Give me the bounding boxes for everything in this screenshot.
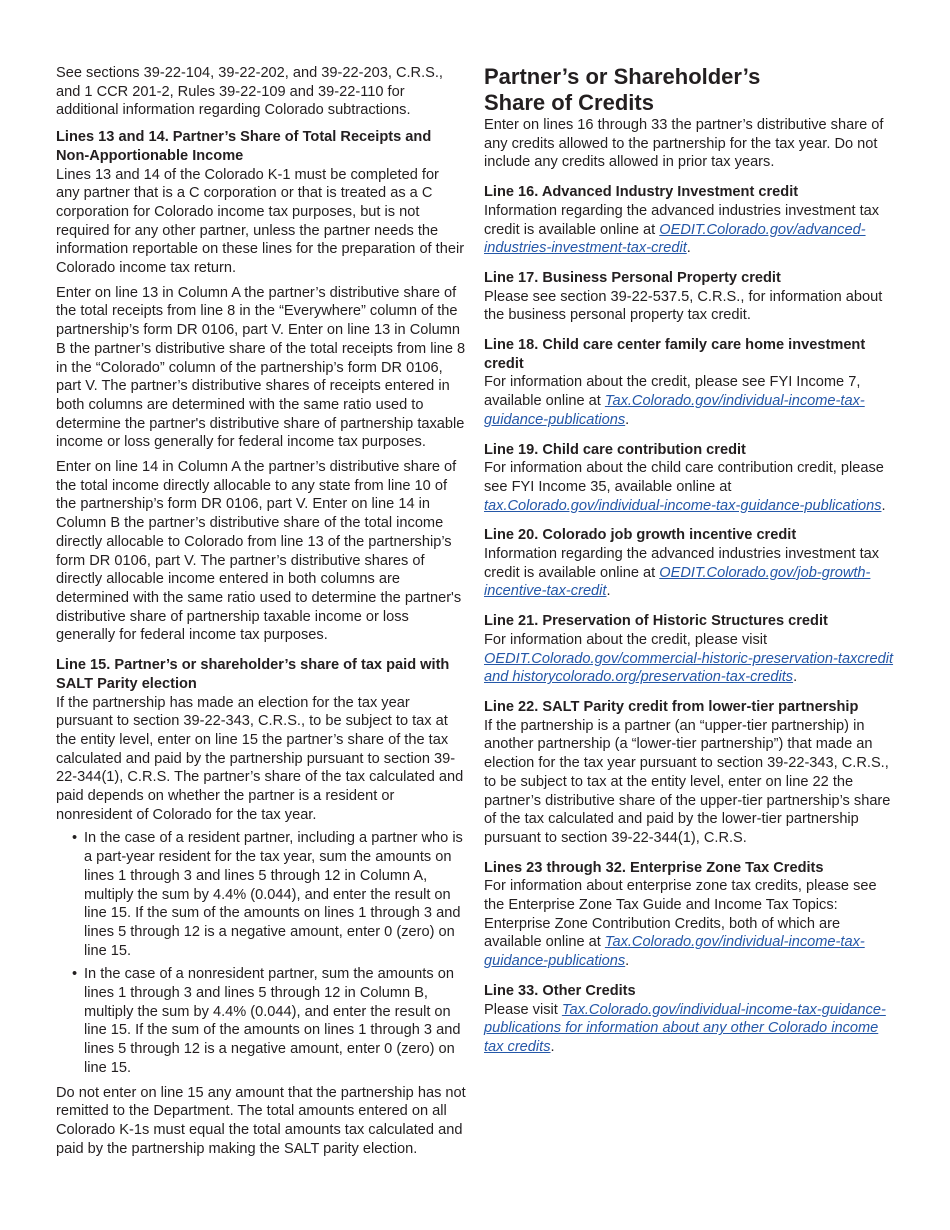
lines-23-32-text	[484, 877, 896, 971]
subtractions-intro: See sections 39-22-104, 39-22-202, and 39-22-203, C.R.S., and 1 CCR 201-2, Rules 39-22-109 and 39-22-110 for additional information regarding Colorado subtractions.	[56, 65, 443, 119]
lines-23-32-body: For information about enterprise zone tax credits, please see the Enterprise Zone Tax Guide and Income Tax Topics: Enterprise Zone Contribution Credits, both of which are available online at	[484, 878, 877, 951]
line-18-link[interactable]: Tax.Colorado.gov/individual-income-tax-guidance-publications	[484, 393, 865, 428]
list-item-text: In the case of a resident partner, including a partner who is a part-year resident for the tax year, sum the amounts on lines 1 through 3 and lines 5 through 12 in Column A, multiply the sum by 4.4% (0.044), and enter the result on line 15. If the sum of the amounts on lines 1 through 3 and lines 5 through 12 is a negative amount, enter 0 (zero) on line 15.	[84, 830, 463, 959]
line-21-text	[484, 631, 896, 687]
line-21-period: .	[793, 669, 798, 686]
bullet-icon: •	[72, 830, 78, 847]
list-item	[56, 965, 466, 1077]
right-column	[484, 64, 896, 1057]
line-33-heading: Line 33. Other Credits	[484, 982, 636, 999]
lines-13-14-paragraph-3: Enter on line 14 in Column A the partner’s distributive share of the total income directly allocable to any state from line 10 of the partnership’s form DR 0106, part V. Enter on line 14 in Column B the partner’s distributive share of the total income directly allocable to Colorado from line 13 of the partnership’s form DR 0106, part V. The partner’s distributive shares of directly allocable income entered in both columns are determined with the same ratio used to determine the partner's distributive share of partnership taxable income or loss generally for federal income tax purposes.	[56, 459, 462, 644]
line-16-text	[484, 202, 896, 258]
line-15-paragraph-1: If the partnership has made an election for the tax year pursuant to section 39-22-343, C.R.S., to be subject to tax at the entity level, enter on line 15 the partner’s share of the tax calculated and paid by the partnership pursuant to section 39-22-344(1), C.R.S. The partner’s share of the tax calculated and paid depends on whether the partner is a resident or nonresident of Colorado for the tax year.	[56, 694, 464, 823]
line-33-text	[484, 1001, 896, 1057]
line-18-heading: Line 18. Child care center family care home investment credit	[484, 337, 866, 372]
line-22-text: If the partnership is a partner (an “upper-tier partnership) in another partnership (a “lower-tier partnership”) that made an election for the tax year pursuant to section 39-22-343, C.R.S., to be subject to tax at the entity level, enter on line 22 the partner’s distributive share of the upper-tier partnership’s share of the tax calculated and paid by the lower-tier partnership pursuant to section 39-22-344(1), C.R.S.	[484, 717, 891, 846]
lines-13-14-paragraph-1: Lines 13 and 14 of the Colorado K-1 must be completed for any partner that is a C corporation or that is treated as a C corporation for Colorado income tax purposes, but is not required for any other partner, unless the partner needs the information reportable on these lines for the preparation of their Colorado income tax return.	[56, 166, 465, 277]
line-15-paragraph-2: Do not enter on line 15 any amount that the partnership has not remitted to the Department. The total amounts entered on all Colorado K-1s must equal the total amounts tax calculated and paid by the partnership making the SALT parity election.	[56, 1084, 466, 1157]
left-column	[56, 64, 466, 1158]
credits-title-line-2: Share of Credits	[484, 90, 654, 115]
list-item	[56, 829, 466, 960]
line-20-link[interactable]: OEDIT.Colorado.gov/job-growth-incentive-tax-credit	[484, 564, 871, 600]
lines-13-14-heading: Lines 13 and 14. Partner’s Share of Total Receipts and Non-Apportionable Income	[56, 129, 432, 164]
bullet-icon: •	[72, 966, 78, 983]
line-17-text: Please see section 39-22-537.5, C.R.S., for information about the business personal property tax credit.	[484, 288, 883, 324]
credits-intro: Enter on lines 16 through 33 the partner’s distributive share of any credits allowed to the partnership for the tax year. Do not include any credits allowed in prior tax years.	[484, 117, 884, 171]
lines-13-14-paragraph-2: Enter on line 13 in Column A the partner’s distributive share of the total receipts from line 8 in the “Everywhere” column of the partnership’s form DR 0106, part V. Enter on line 13 in Column B the partner’s distributive share of the total receipts from line 8 in the “Colorado” column of the partnership’s form DR 0106, part V. The partner’s distributive shares of receipts entered in both columns are determined with the same ratio used to determine the partner's distributive share of partnership taxable income or loss generally for federal income tax purposes.	[56, 284, 466, 451]
line-20-text	[484, 545, 896, 601]
line-15-heading: Line 15. Partner’s or shareholder’s share of tax paid with SALT Parity election	[56, 657, 450, 692]
line-16-link[interactable]: OEDIT.Colorado.gov/advanced-industries-investment-tax-credit	[484, 221, 866, 257]
line-19-link[interactable]: tax.Colorado.gov/individual-income-tax-guidance-publications	[484, 497, 882, 514]
credits-title	[484, 64, 896, 116]
line-20-body: Information regarding the advanced industries investment tax credit is available online at	[484, 546, 880, 581]
line-33-period: .	[550, 1038, 555, 1055]
line-15-bullet-list	[56, 829, 466, 1077]
list-item-text: In the case of a nonresident partner, sum the amounts on lines 1 through 3 and lines 5 through 12 in Column B, multiply the sum by 4.4% (0.044), and enter the result on line 15. If the sum of the amounts on lines 1 through 3 and lines 5 through 12 is a negative amount, enter 0 (zero) on line 15.	[84, 966, 461, 1076]
line-20-period: .	[606, 583, 611, 600]
line-18-text	[484, 373, 896, 429]
lines-23-32-heading: Lines 23 through 32. Enterprise Zone Tax Credits	[484, 859, 824, 876]
line-21-heading: Line 21. Preservation of Historic Structures credit	[484, 613, 828, 630]
line-21-link[interactable]: OEDIT.Colorado.gov/commercial-historic-preservation-taxcredit and historycolorado.org/preservation-tax-credits	[484, 650, 894, 686]
line-16-period: .	[686, 240, 691, 257]
line-20-heading: Line 20. Colorado job growth incentive credit	[484, 527, 797, 544]
credits-title-line-1: Partner’s or Shareholder’s	[484, 64, 761, 89]
line-33-body: Please visit	[484, 1001, 562, 1018]
line-33-link[interactable]: Tax.Colorado.gov/individual-income-tax-guidance-publications for information about any other Colorado income tax credits	[484, 1001, 886, 1055]
line-17-heading: Line 17. Business Personal Property credit	[484, 269, 781, 286]
line-19-text	[484, 459, 896, 515]
line-16-heading: Line 16. Advanced Industry Investment credit	[484, 184, 799, 201]
lines-23-32-link[interactable]: Tax.Colorado.gov/individual-income-tax-guidance-publications	[484, 934, 865, 970]
line-19-period: .	[881, 497, 886, 514]
line-18-period: .	[625, 411, 630, 428]
line-16-body: Information regarding the advanced industries investment tax credit is available online at	[484, 202, 880, 238]
line-19-body: For information about the child care contribution credit, please see FYI Income 35, available online at	[484, 460, 884, 495]
line-21-body: For information about the credit, please visit	[484, 631, 768, 648]
lines-23-32-period: .	[625, 953, 630, 970]
line-19-heading: Line 19. Child care contribution credit	[484, 441, 746, 458]
line-22-heading: Line 22. SALT Parity credit from lower-tier partnership	[484, 698, 859, 715]
line-18-body: For information about the credit, please see FYI Income 7, available online at	[484, 374, 861, 410]
